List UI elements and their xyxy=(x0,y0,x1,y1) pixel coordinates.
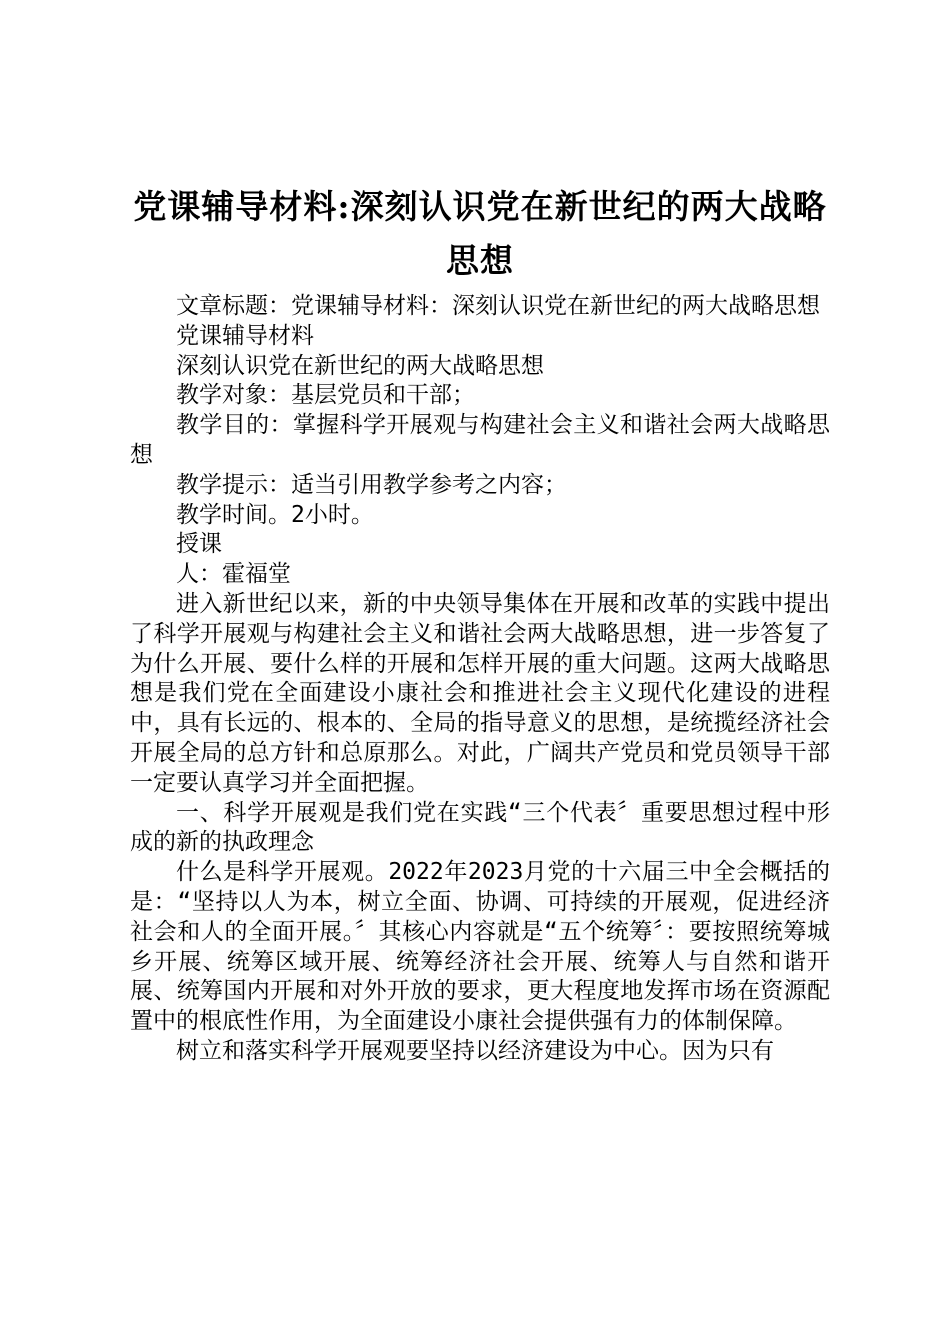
teaching-tips-line: 教学提示：适当引用教学参考之内容； xyxy=(176,471,567,498)
lecturer-name-line: 人：霍福堂 xyxy=(176,561,291,588)
definition-paragraph: 什么是科学开展观。2022年2023月党的十六届三中全会概括的是：“坚持以人为本，树立全面、协调、可持续的开展观，促进经济社会和人的全面开展。〞其核心内容就是“五个统筹〞：要按照统筹城乡开展、统筹区域开展、统筹经济社会开展、统筹人与自然和谐开展、统筹国内开展和对外开放的要求，更大程度地发挥市场在资源配置中的根底性作用，为全面建设小康社会提供强有力的体制保障。 xyxy=(130,859,830,1035)
article-title-line: 文章标题：党课辅导材料：深刻认识党在新世纪的两大战略思想 xyxy=(176,293,820,319)
closing-paragraph: 树立和落实科学开展观要坚持以经济建设为中心。因为只有 xyxy=(176,1037,774,1064)
section-heading-1: 一、科学开展观是我们党在实践“三个代表〞重要思想过程中形成的新的执政理念 xyxy=(130,799,830,856)
document-title: 党课辅导材料:深刻认识党在新世纪的两大战略思想 xyxy=(133,187,827,280)
teaching-audience-line: 教学对象：基层党员和干部； xyxy=(176,382,475,409)
teaching-time-line: 教学时间。2小时。 xyxy=(176,501,374,528)
document-page xyxy=(130,180,830,1067)
document-body xyxy=(130,292,830,1067)
course-name-line: 党课辅导材料 xyxy=(176,322,314,349)
intro-paragraph: 进入新世纪以来，新的中央领导集体在开展和改革的实践中提出了科学开展观与构建社会主义和谐社会两大战略思想，进一步答复了为什么开展、要什么样的开展和怎样开展的重大问题。这两大战略思想是我们党在全面建设小康社会和推进社会主义现代化建设的进程中，具有长远的、根本的、全局的指导意义的思想，是统揽经济社会开展全局的总方针和总原那么。对此，广阔共产党员和党员领导干部一定要认真学习并全面把握。 xyxy=(130,590,830,796)
course-subject-line: 深刻认识党在新世纪的两大战略思想 xyxy=(176,352,544,379)
lecturer-label-line: 授课 xyxy=(176,531,222,558)
teaching-purpose-line: 教学目的：掌握科学开展观与构建社会主义和谐社会两大战略思想 xyxy=(130,412,830,468)
